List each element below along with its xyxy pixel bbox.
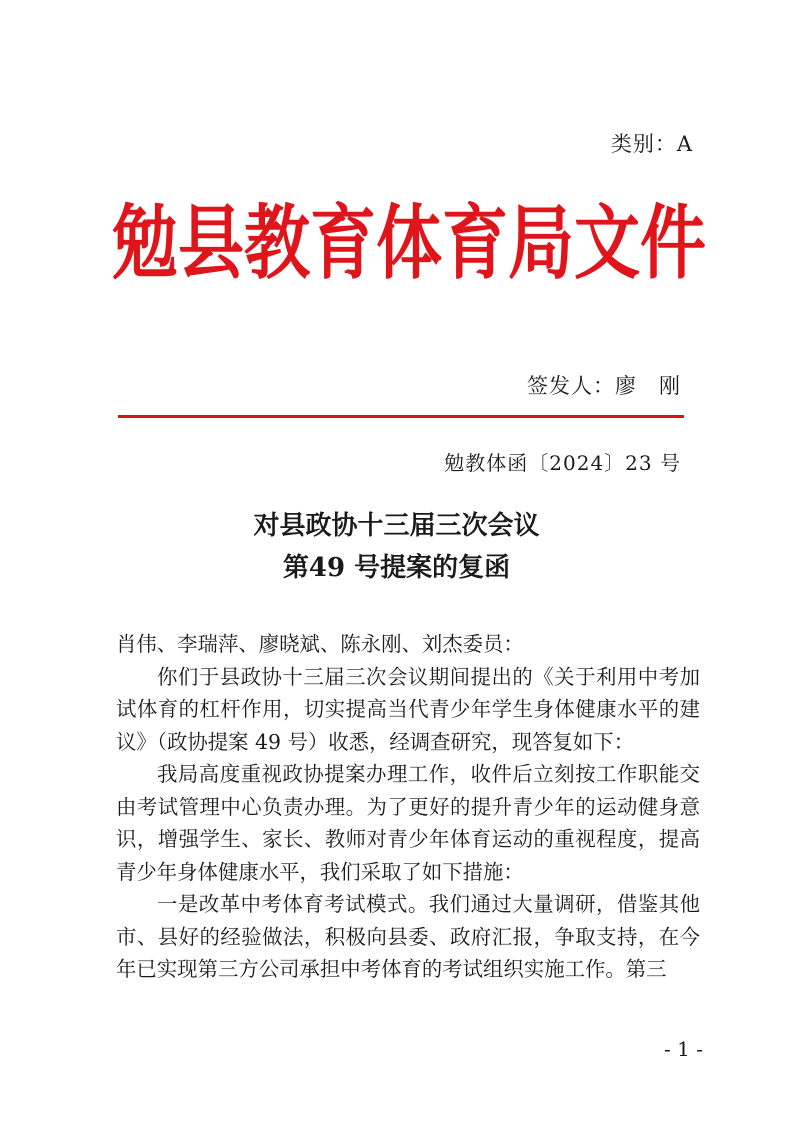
document-title [0, 505, 793, 589]
salutation: 肖伟、李瑞萍、廖晓斌、陈永刚、刘杰委员： [116, 632, 524, 656]
document-body [116, 628, 700, 986]
signer-line: 签发人：廖 刚 [527, 374, 681, 398]
body-paragraph: 你们于县政协十三届三次会议期间提出的《关于利用中考加试体育的杠杆作用，切实提高当代青少年学生身体健康水平的建议》（政协提案 49 号）收悉，经调查研究，现答复如下： [116, 664, 700, 754]
document-number: 勉教体函〔2024〕23 号 [444, 451, 681, 475]
red-divider-rule [118, 415, 684, 418]
document-category: 类别：A [610, 132, 693, 156]
body-paragraph: 我局高度重视政协提案办理工作，收件后立刻按工作职能交由考试管理中心负责办理。为了更好的提升青少年的运动健身意识，增强学生、家长、教师对青少年体育运动的重视程度，提高青少年身体健康水平，我们采取了如下措施： [116, 762, 700, 884]
page-number: - 1 - [664, 1037, 703, 1061]
body-paragraph: 一是改革中考体育考试模式。我们通过大量调研，借鉴其他市、县好的经验做法，积极向县委、政府汇报，争取支持，在今年已实现第三方公司承担中考体育的考试组织实施工作。第三 [116, 892, 700, 981]
title-line-1: 对县政协十三届三次会议 [253, 511, 540, 541]
issuer-header: 勉县教育体育局文件 [112, 195, 706, 291]
title-line-2: 第49 号提案的复函 [282, 553, 511, 583]
